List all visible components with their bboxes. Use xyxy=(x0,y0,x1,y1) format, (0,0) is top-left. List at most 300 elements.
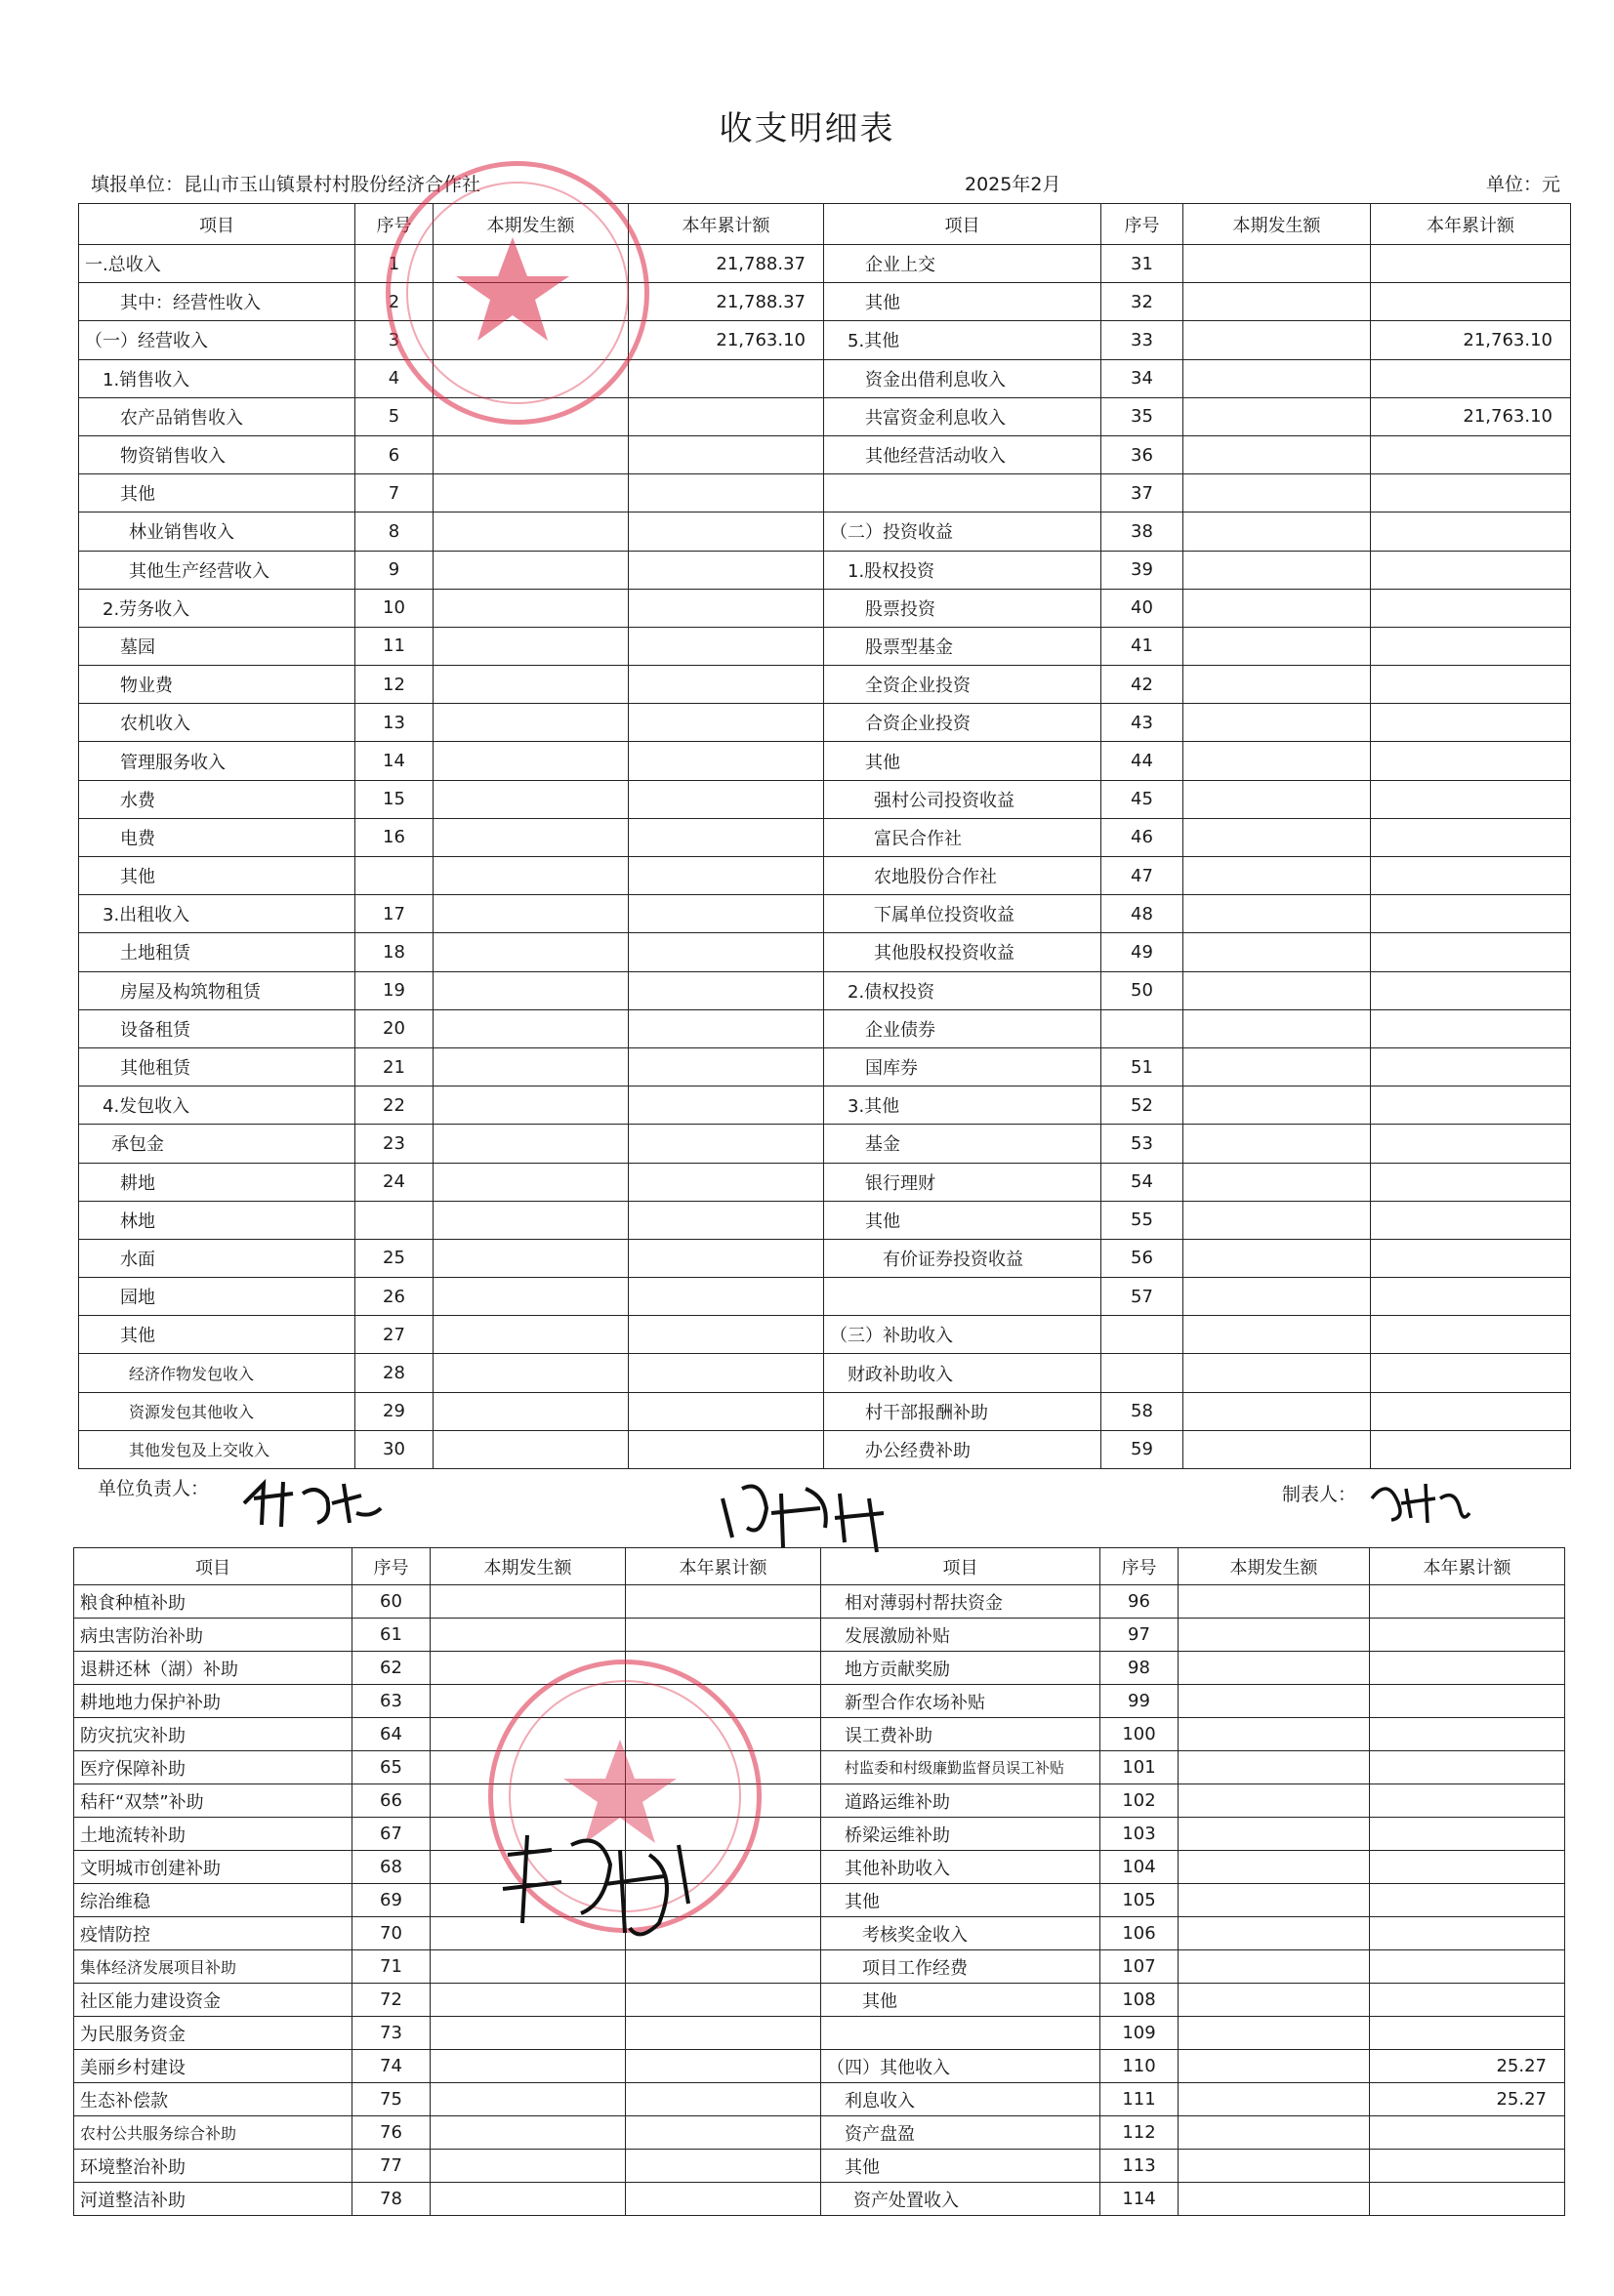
ytd-amount-cell xyxy=(1371,818,1571,856)
item-label-cell: 其他 xyxy=(79,474,355,512)
seq-cell: 32 xyxy=(1101,283,1183,321)
seq-cell: 50 xyxy=(1101,971,1183,1009)
seq-cell: 5 xyxy=(355,397,434,435)
item-label-cell: 综治维稳 xyxy=(74,1884,352,1917)
ytd-amount-cell xyxy=(626,2150,821,2183)
seq-cell: 70 xyxy=(352,1917,431,1950)
col-seq-header: 序号 xyxy=(355,204,434,245)
current-amount-cell xyxy=(1183,512,1371,551)
seq-cell: 62 xyxy=(352,1652,431,1685)
ytd-amount-cell xyxy=(629,1047,824,1086)
item-label-cell: 秸秆“双禁”补助 xyxy=(74,1784,352,1818)
ytd-amount-cell: 25.27 xyxy=(1370,2050,1565,2083)
ytd-amount-cell xyxy=(1371,1047,1571,1086)
seq-cell: 64 xyxy=(352,1718,431,1751)
current-amount-cell xyxy=(434,474,629,512)
ytd-amount-cell xyxy=(1370,1685,1565,1718)
item-label-cell: 国库券 xyxy=(824,1047,1101,1086)
item-label-cell: 其他补助收入 xyxy=(821,1851,1100,1884)
seq-cell: 47 xyxy=(1101,857,1183,895)
seq-cell: 38 xyxy=(1101,512,1183,551)
current-amount-cell xyxy=(1179,1751,1370,1784)
table-row xyxy=(74,2050,1565,2083)
current-amount-cell xyxy=(1183,435,1371,473)
item-label-cell: 病虫害防治补助 xyxy=(74,1619,352,1652)
table-row xyxy=(79,435,1571,473)
seq-cell: 100 xyxy=(1100,1718,1179,1751)
item-label-cell: 一.总收入 xyxy=(79,245,355,283)
current-amount-cell xyxy=(1183,780,1371,818)
table-row xyxy=(79,1125,1571,1163)
ytd-amount-cell xyxy=(1371,283,1571,321)
current-amount-cell xyxy=(434,818,629,856)
item-label-cell: 强村公司投资收益 xyxy=(824,780,1101,818)
seq-cell: 53 xyxy=(1101,1125,1183,1163)
seq-cell: 33 xyxy=(1101,321,1183,359)
item-label-cell: 文明城市创建补助 xyxy=(74,1851,352,1884)
ytd-amount-cell xyxy=(1371,895,1571,933)
ytd-amount-cell xyxy=(1371,245,1571,283)
col-current-header: 本期发生额 xyxy=(434,204,629,245)
table-row xyxy=(79,666,1571,704)
preparer-label: 制表人： xyxy=(1282,1484,1357,1505)
table-row xyxy=(74,2083,1565,2116)
current-amount-cell xyxy=(1183,857,1371,895)
item-label-cell xyxy=(824,1278,1101,1316)
col-item-header: 项目 xyxy=(824,204,1101,245)
item-label-cell: 富民合作社 xyxy=(824,818,1101,856)
current-amount-cell xyxy=(434,435,629,473)
current-amount-cell xyxy=(1183,1278,1371,1316)
current-amount-cell xyxy=(434,742,629,780)
ytd-amount-cell xyxy=(1370,1652,1565,1685)
table-row xyxy=(79,1047,1571,1086)
table-row xyxy=(79,1278,1571,1316)
seq-cell: 71 xyxy=(352,1950,431,1984)
table-row xyxy=(79,933,1571,971)
item-label-cell: 发展激励补贴 xyxy=(821,1619,1100,1652)
current-amount-cell xyxy=(1183,818,1371,856)
table-row xyxy=(79,1086,1571,1125)
seq-cell: 36 xyxy=(1101,435,1183,473)
ytd-amount-cell xyxy=(629,1354,824,1392)
ytd-amount-cell xyxy=(1371,1278,1571,1316)
ytd-amount-cell xyxy=(1370,1984,1565,2017)
col-ytd-header: 本年累计额 xyxy=(1370,1548,1565,1585)
table-row xyxy=(79,857,1571,895)
table-header-row xyxy=(79,204,1571,245)
current-amount-cell xyxy=(1179,1950,1370,1984)
ytd-amount-cell xyxy=(629,1009,824,1047)
table-row xyxy=(74,2183,1565,2216)
seq-cell: 49 xyxy=(1101,933,1183,971)
responsible-signature xyxy=(234,1464,391,1542)
current-amount-cell xyxy=(1179,1718,1370,1751)
item-label-cell: 地方贡献奖励 xyxy=(821,1652,1100,1685)
seq-cell: 48 xyxy=(1101,895,1183,933)
col-current-header: 本期发生额 xyxy=(431,1548,626,1585)
ytd-amount-cell xyxy=(1371,474,1571,512)
ytd-amount-cell xyxy=(1371,627,1571,665)
income-detail-table-bottom xyxy=(73,1547,1565,2216)
ytd-amount-cell xyxy=(626,2083,821,2116)
ytd-amount-cell: 25.27 xyxy=(1370,2083,1565,2116)
table-row xyxy=(79,704,1571,742)
ytd-amount-cell xyxy=(1370,2183,1565,2216)
table-row xyxy=(79,1009,1571,1047)
seq-cell: 67 xyxy=(352,1818,431,1851)
table-row xyxy=(79,1316,1571,1354)
ytd-amount-cell xyxy=(1371,512,1571,551)
item-label-cell: 疫情防控 xyxy=(74,1917,352,1950)
item-label-cell: 农地股份合作社 xyxy=(824,857,1101,895)
ytd-amount-cell xyxy=(629,1430,824,1468)
item-label-cell: 共富资金利息收入 xyxy=(824,397,1101,435)
responsible-person-label: 单位负责人： xyxy=(98,1478,210,1499)
seq-cell xyxy=(1101,1354,1183,1392)
seq-cell: 26 xyxy=(355,1278,434,1316)
current-amount-cell xyxy=(434,1430,629,1468)
current-amount-cell xyxy=(434,933,629,971)
item-label-cell: 墓园 xyxy=(79,627,355,665)
ytd-amount-cell: 21,763.10 xyxy=(1371,321,1571,359)
item-label-cell: 林业销售收入 xyxy=(79,512,355,551)
item-label-cell: 股票投资 xyxy=(824,589,1101,627)
seq-cell: 16 xyxy=(355,818,434,856)
current-amount-cell xyxy=(1183,1125,1371,1163)
current-amount-cell xyxy=(431,2183,626,2216)
seq-cell: 15 xyxy=(355,780,434,818)
item-label-cell: （四）其他收入 xyxy=(821,2050,1100,2083)
current-amount-cell xyxy=(431,1619,626,1652)
seq-cell xyxy=(355,1201,434,1239)
current-amount-cell xyxy=(1179,2183,1370,2216)
ytd-amount-cell xyxy=(629,780,824,818)
ytd-amount-cell xyxy=(1371,1354,1571,1392)
ytd-amount-cell xyxy=(1370,2116,1565,2150)
table-row xyxy=(74,1619,1565,1652)
item-label-cell: （一）经营收入 xyxy=(79,321,355,359)
seq-cell: 114 xyxy=(1100,2183,1179,2216)
ytd-amount-cell: 21,763.10 xyxy=(1371,397,1571,435)
current-amount-cell xyxy=(1183,742,1371,780)
item-label-cell: 其他 xyxy=(79,857,355,895)
item-label-cell: 利息收入 xyxy=(821,2083,1100,2116)
official-seal-top xyxy=(386,161,649,425)
seq-cell: 113 xyxy=(1100,2150,1179,2183)
ytd-amount-cell xyxy=(626,2183,821,2216)
item-label-cell: 下属单位投资收益 xyxy=(824,895,1101,933)
item-label-cell: 银行理财 xyxy=(824,1163,1101,1201)
seq-cell: 108 xyxy=(1100,1984,1179,2017)
item-label-cell: 5.其他 xyxy=(824,321,1101,359)
ytd-amount-cell xyxy=(1370,2150,1565,2183)
item-label-cell: 资源发包其他收入 xyxy=(79,1392,355,1430)
ytd-amount-cell xyxy=(626,1619,821,1652)
seq-cell: 106 xyxy=(1100,1917,1179,1950)
seq-cell: 8 xyxy=(355,512,434,551)
seq-cell: 11 xyxy=(355,627,434,665)
signature-over-seal xyxy=(493,1816,718,1962)
col-seq-header: 序号 xyxy=(352,1548,431,1585)
seq-cell: 56 xyxy=(1101,1239,1183,1277)
item-label-cell: 耕地地力保护补助 xyxy=(74,1685,352,1718)
current-amount-cell xyxy=(434,895,629,933)
item-label-cell: 物资销售收入 xyxy=(79,435,355,473)
current-amount-cell xyxy=(1183,245,1371,283)
item-label-cell: 桥梁运维补助 xyxy=(821,1818,1100,1851)
income-detail-table-top xyxy=(78,203,1571,1469)
seq-cell: 59 xyxy=(1101,1430,1183,1468)
col-item-header: 项目 xyxy=(821,1548,1100,1585)
seq-cell: 13 xyxy=(355,704,434,742)
ytd-amount-cell xyxy=(1370,1718,1565,1751)
item-label-cell: 其他 xyxy=(824,742,1101,780)
seq-cell xyxy=(1101,1009,1183,1047)
current-amount-cell xyxy=(434,1086,629,1125)
seq-cell: 55 xyxy=(1101,1201,1183,1239)
item-label-cell: 1.股权投资 xyxy=(824,551,1101,589)
item-label-cell: 粮食种植补助 xyxy=(74,1585,352,1619)
ytd-amount-cell xyxy=(626,2050,821,2083)
seq-cell: 99 xyxy=(1100,1685,1179,1718)
seq-cell: 105 xyxy=(1100,1884,1179,1917)
ytd-amount-cell xyxy=(629,895,824,933)
item-label-cell: 农机收入 xyxy=(79,704,355,742)
ytd-amount-cell xyxy=(629,435,824,473)
current-amount-cell xyxy=(434,1354,629,1392)
item-label-cell: 合资企业投资 xyxy=(824,704,1101,742)
current-amount-cell xyxy=(434,1009,629,1047)
current-amount-cell xyxy=(1183,971,1371,1009)
seq-cell: 112 xyxy=(1100,2116,1179,2150)
seq-cell: 58 xyxy=(1101,1392,1183,1430)
ytd-amount-cell xyxy=(1371,971,1571,1009)
seq-cell: 43 xyxy=(1101,704,1183,742)
current-amount-cell xyxy=(434,1125,629,1163)
ytd-amount-cell xyxy=(629,1278,824,1316)
item-label-cell: 环境整治补助 xyxy=(74,2150,352,2183)
seq-cell: 27 xyxy=(355,1316,434,1354)
col-item-header: 项目 xyxy=(74,1548,352,1585)
current-amount-cell xyxy=(1179,1585,1370,1619)
seq-cell: 63 xyxy=(352,1685,431,1718)
item-label-cell: 耕地 xyxy=(79,1163,355,1201)
seq-cell: 39 xyxy=(1101,551,1183,589)
table-row xyxy=(74,1751,1565,1784)
seq-cell: 69 xyxy=(352,1884,431,1917)
ytd-amount-cell xyxy=(1371,933,1571,971)
item-label-cell: 其他生产经营收入 xyxy=(79,551,355,589)
seq-cell: 76 xyxy=(352,2116,431,2150)
seq-cell: 7 xyxy=(355,474,434,512)
ytd-amount-cell xyxy=(1371,1239,1571,1277)
seq-cell: 3 xyxy=(355,321,434,359)
preparer-signature xyxy=(1367,1469,1474,1528)
seq-cell: 6 xyxy=(355,435,434,473)
table-row xyxy=(79,589,1571,627)
col-current-header: 本期发生额 xyxy=(1183,204,1371,245)
ytd-amount-cell: 21,788.37 xyxy=(629,245,824,283)
ytd-amount-cell xyxy=(1371,742,1571,780)
seq-cell: 9 xyxy=(355,551,434,589)
seq-cell: 31 xyxy=(1101,245,1183,283)
seq-cell: 17 xyxy=(355,895,434,933)
current-amount-cell xyxy=(434,1316,629,1354)
table-row xyxy=(74,1685,1565,1718)
item-label-cell: 企业上交 xyxy=(824,245,1101,283)
table-row xyxy=(79,474,1571,512)
item-label-cell: 4.发包收入 xyxy=(79,1086,355,1125)
ytd-amount-cell xyxy=(1371,666,1571,704)
seq-cell: 41 xyxy=(1101,627,1183,665)
report-period: 2025年2月 xyxy=(965,174,1061,195)
seq-cell: 52 xyxy=(1101,1086,1183,1125)
seq-cell: 22 xyxy=(355,1086,434,1125)
item-label-cell: 电费 xyxy=(79,818,355,856)
current-amount-cell xyxy=(431,2017,626,2050)
item-label-cell: 其他 xyxy=(824,283,1101,321)
item-label-cell xyxy=(821,2017,1100,2050)
current-amount-cell xyxy=(1183,397,1371,435)
current-amount-cell xyxy=(431,1984,626,2017)
current-amount-cell xyxy=(434,1392,629,1430)
ytd-amount-cell xyxy=(1371,359,1571,397)
current-amount-cell xyxy=(434,1239,629,1277)
current-amount-cell xyxy=(1183,474,1371,512)
item-label-cell: 其他 xyxy=(821,1984,1100,2017)
table-row xyxy=(79,551,1571,589)
seq-cell: 10 xyxy=(355,589,434,627)
current-amount-cell xyxy=(434,971,629,1009)
seq-cell: 37 xyxy=(1101,474,1183,512)
seq-cell: 102 xyxy=(1100,1784,1179,1818)
table-row xyxy=(79,397,1571,435)
seq-cell: 25 xyxy=(355,1239,434,1277)
table-row xyxy=(79,627,1571,665)
table-row xyxy=(79,512,1571,551)
table-row xyxy=(74,1984,1565,2017)
item-label-cell: 水面 xyxy=(79,1239,355,1277)
ytd-amount-cell xyxy=(1371,1009,1571,1047)
item-label-cell: 新型合作农场补贴 xyxy=(821,1685,1100,1718)
table-row xyxy=(79,245,1571,283)
ytd-amount-cell xyxy=(629,857,824,895)
seq-cell: 75 xyxy=(352,2083,431,2116)
item-label-cell: 办公经费补助 xyxy=(824,1430,1101,1468)
table-header-row xyxy=(74,1548,1565,1585)
ytd-amount-cell xyxy=(629,397,824,435)
current-amount-cell xyxy=(1183,1047,1371,1086)
table-row xyxy=(74,1718,1565,1751)
ytd-amount-cell xyxy=(629,1239,824,1277)
ytd-amount-cell xyxy=(629,512,824,551)
seq-cell: 40 xyxy=(1101,589,1183,627)
seq-cell: 46 xyxy=(1101,818,1183,856)
seq-cell: 54 xyxy=(1101,1163,1183,1201)
seq-cell: 18 xyxy=(355,933,434,971)
seq-cell: 66 xyxy=(352,1784,431,1818)
seq-cell: 96 xyxy=(1100,1585,1179,1619)
table-row xyxy=(79,1163,1571,1201)
ytd-amount-cell xyxy=(629,666,824,704)
item-label-cell: 其中：经营性收入 xyxy=(79,283,355,321)
ytd-amount-cell xyxy=(1371,1163,1571,1201)
current-amount-cell xyxy=(434,1047,629,1086)
ytd-amount-cell xyxy=(1371,1125,1571,1163)
item-label-cell: 农村公共服务综合补助 xyxy=(74,2116,352,2150)
table-row xyxy=(79,895,1571,933)
current-amount-cell xyxy=(1179,1851,1370,1884)
table-row xyxy=(79,359,1571,397)
current-amount-cell xyxy=(1183,1201,1371,1239)
item-label-cell: 基金 xyxy=(824,1125,1101,1163)
ytd-amount-cell: 21,763.10 xyxy=(629,321,824,359)
current-amount-cell xyxy=(434,857,629,895)
seq-cell: 28 xyxy=(355,1354,434,1392)
seq-cell: 74 xyxy=(352,2050,431,2083)
item-label-cell: 林地 xyxy=(79,1201,355,1239)
current-amount-cell xyxy=(1183,1239,1371,1277)
table-row xyxy=(74,1818,1565,1851)
ytd-amount-cell xyxy=(629,551,824,589)
ytd-amount-cell xyxy=(1371,1316,1571,1354)
seq-cell: 12 xyxy=(355,666,434,704)
item-label-cell: 资产盘盈 xyxy=(821,2116,1100,2150)
item-label-cell: 考核奖金收入 xyxy=(821,1917,1100,1950)
item-label-cell: 退耕还林（湖）补助 xyxy=(74,1652,352,1685)
current-amount-cell xyxy=(431,2083,626,2116)
ytd-amount-cell xyxy=(629,933,824,971)
current-amount-cell xyxy=(1183,627,1371,665)
ytd-amount-cell xyxy=(629,971,824,1009)
seq-cell: 45 xyxy=(1101,780,1183,818)
current-amount-cell xyxy=(1179,1917,1370,1950)
item-label-cell: 道路运维补助 xyxy=(821,1784,1100,1818)
ytd-amount-cell xyxy=(1370,1884,1565,1917)
ytd-amount-cell xyxy=(629,359,824,397)
current-amount-cell xyxy=(1183,933,1371,971)
item-label-cell: 其他 xyxy=(821,2150,1100,2183)
current-amount-cell xyxy=(1183,666,1371,704)
seq-cell xyxy=(1101,1316,1183,1354)
col-ytd-header: 本年累计额 xyxy=(1371,204,1571,245)
ytd-amount-cell xyxy=(1371,780,1571,818)
item-label-cell: 农产品销售收入 xyxy=(79,397,355,435)
ytd-amount-cell xyxy=(1371,1392,1571,1430)
seq-cell: 110 xyxy=(1100,2050,1179,2083)
current-amount-cell xyxy=(1183,1354,1371,1392)
seq-cell: 2 xyxy=(355,283,434,321)
table-row xyxy=(74,1884,1565,1917)
seq-cell: 51 xyxy=(1101,1047,1183,1086)
ytd-amount-cell xyxy=(626,2116,821,2150)
table-row xyxy=(74,1950,1565,1984)
ytd-amount-cell xyxy=(1371,857,1571,895)
current-amount-cell xyxy=(1179,2050,1370,2083)
ytd-amount-cell xyxy=(1371,589,1571,627)
item-label-cell: 生态补偿款 xyxy=(74,2083,352,2116)
seq-cell: 97 xyxy=(1100,1619,1179,1652)
seal-star-icon xyxy=(386,161,640,415)
current-amount-cell xyxy=(1183,704,1371,742)
item-label-cell: 1.销售收入 xyxy=(79,359,355,397)
item-label-cell: 股票型基金 xyxy=(824,627,1101,665)
item-label-cell: 其他 xyxy=(79,1316,355,1354)
table-row xyxy=(74,2017,1565,2050)
seq-cell: 111 xyxy=(1100,2083,1179,2116)
current-amount-cell xyxy=(1183,359,1371,397)
